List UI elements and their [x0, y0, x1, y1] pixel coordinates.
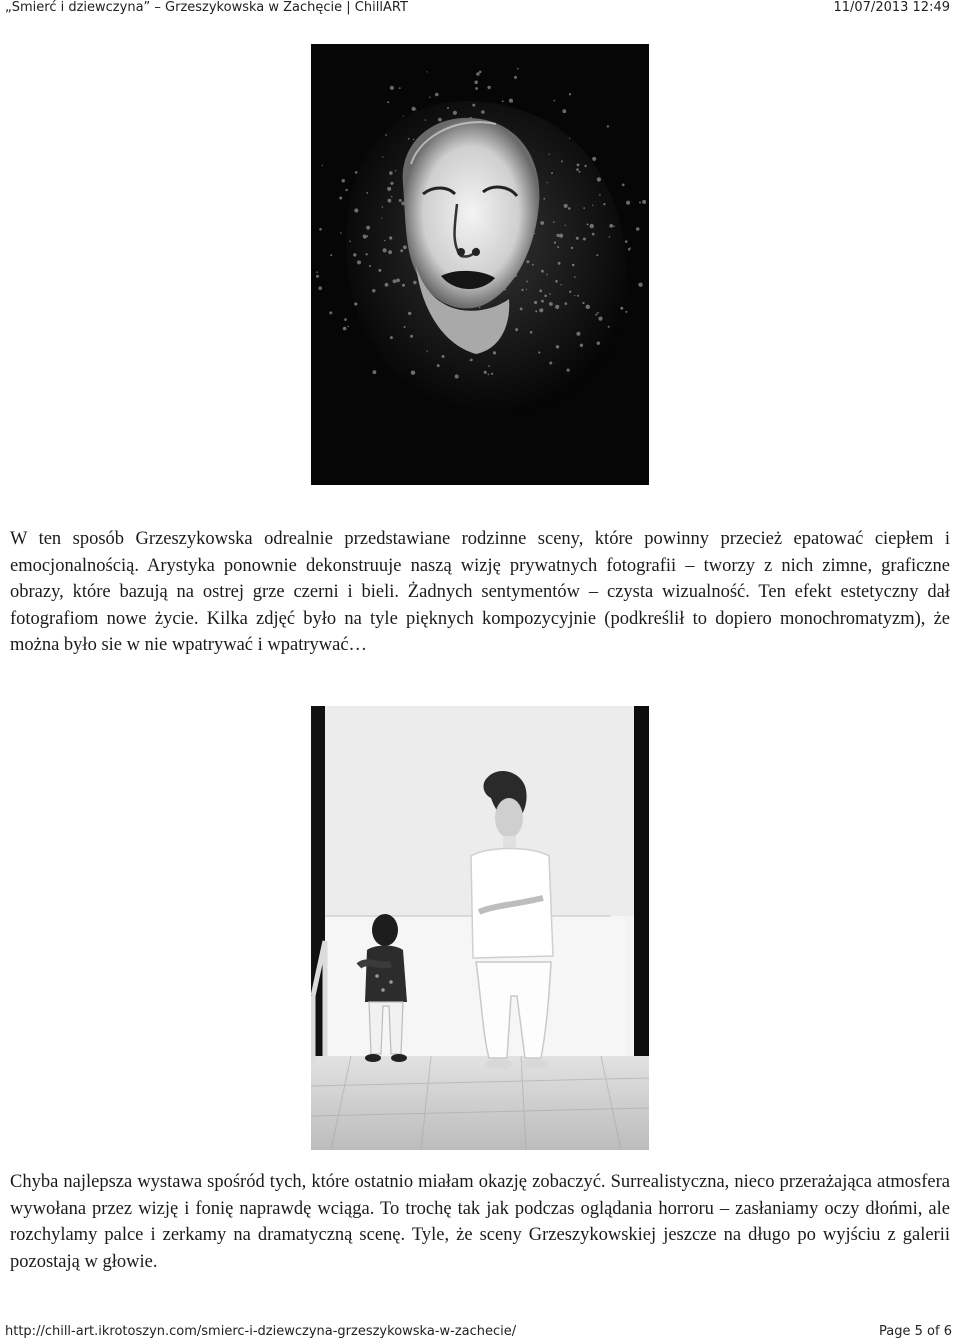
speckle — [365, 253, 367, 255]
speckle — [319, 228, 322, 231]
speckle — [549, 302, 553, 306]
speckle — [353, 253, 356, 256]
speckle — [399, 199, 402, 202]
speckle — [363, 235, 366, 238]
speckle — [554, 100, 556, 102]
speckle — [549, 154, 550, 155]
speckle — [509, 99, 513, 103]
speckle — [316, 275, 319, 278]
paragraph-1: W ten sposób Grzeszykowska odrealnie przedstawiane rodzinne sceny, które powinny przecież epatować ciepłem i emocjonalnością. Arystyka ponownie dekonstruuje naszą wizję prywatnych fotografii – tworzy z nich zimne, graficzne obrazy, które bazują na ostrej grze czerni i bieli. Żadnych sentymentów – czysta wizualność. Ten efekt estetyczny dał fotografiom nowe życie. Kilka zdjęć było na tyle pięknych kompozycyjnie (podkreślił to dopiero monochromatyzm), że można było sie w nie wpatrywać i wpatrywać… — [10, 529, 950, 655]
speckle — [543, 198, 545, 200]
speckle — [515, 328, 518, 331]
paragraph-2: Chyba najlepsza wystawa spośród tych, które ostatnio miałam okazję zobaczyć. Surrealistyczna, nieco przerażająca atmosfera wywołana przez wizję i fonię naprawdę wciąga. To trochę tak jak podczas oglądania horroru – zasłaniamy oczy dłońmi, ale rozchylamy palce i zerkamy na dramatyczną scenę. Tyle, że sceny Grzeszykowskiej jeszcze na długo po wyjściu z galerii pozostają w głowie. — [10, 1172, 950, 1272]
speckle — [583, 207, 585, 209]
speckle — [366, 192, 368, 194]
speckle — [597, 177, 601, 181]
speckle — [597, 312, 599, 314]
speckle — [472, 104, 475, 107]
inverted-mother-child-photo — [311, 706, 649, 1150]
speckle — [625, 240, 628, 243]
speckle — [502, 100, 504, 102]
speckle — [366, 226, 370, 230]
speckle — [620, 307, 623, 310]
speckle — [562, 109, 566, 113]
speckle — [540, 221, 544, 225]
speckle — [521, 289, 523, 291]
speckle — [383, 248, 387, 252]
speckle — [479, 307, 481, 309]
speckle — [514, 76, 517, 79]
speckle — [411, 371, 415, 375]
speckle — [554, 242, 556, 244]
speckle — [556, 345, 559, 348]
speckle — [413, 139, 414, 140]
speckle — [626, 201, 630, 205]
speckle — [586, 305, 590, 309]
speckle — [435, 93, 439, 97]
speckle — [579, 171, 581, 173]
speckle — [493, 351, 496, 354]
speckle — [389, 171, 393, 175]
speckle — [534, 301, 537, 304]
speckle — [373, 370, 377, 374]
speckle — [530, 331, 533, 334]
speckle — [488, 374, 490, 376]
speckle — [408, 312, 411, 315]
speckle — [382, 156, 383, 157]
page-url: http://chill-art.ikrotoszyn.com/smierc-i-dziewczyna-grzeszykowska-w-zachecie/ — [5, 1324, 517, 1339]
speckle — [551, 172, 553, 174]
speckle — [558, 262, 561, 265]
speckle — [378, 269, 381, 272]
speckle — [574, 295, 575, 296]
speckle — [404, 326, 406, 328]
inverted-portrait-photo — [311, 44, 649, 485]
speckle — [385, 134, 387, 136]
speckle — [484, 371, 487, 374]
speckle — [491, 373, 493, 375]
speckle — [425, 119, 426, 120]
speckle — [535, 310, 537, 312]
speckle — [318, 286, 322, 290]
speckle — [388, 199, 392, 203]
page-number: Page 5 of 6 — [879, 1324, 952, 1339]
print-header — [0, 0, 960, 18]
speckle — [609, 224, 613, 228]
speckle — [442, 355, 445, 358]
speckle — [577, 295, 579, 297]
speckle — [447, 107, 449, 109]
speckle — [488, 365, 490, 367]
speckle — [487, 86, 490, 89]
speckle — [481, 110, 485, 114]
speckle — [354, 208, 358, 212]
speckle — [609, 236, 611, 238]
speckle — [403, 245, 407, 249]
speckle — [580, 344, 583, 347]
speckle — [565, 225, 566, 226]
speckle — [408, 138, 410, 140]
speckle — [597, 342, 600, 345]
speckle — [574, 276, 576, 278]
speckle — [455, 375, 459, 379]
speckle — [572, 264, 575, 267]
speckle — [316, 271, 318, 273]
speckle — [642, 200, 646, 204]
speckle — [390, 86, 394, 90]
speckle — [560, 284, 561, 285]
speckle — [576, 237, 579, 240]
speckle — [475, 87, 478, 90]
speckle — [526, 260, 529, 263]
speckle — [427, 71, 428, 72]
print-footer — [0, 1324, 960, 1341]
speckle — [625, 311, 627, 313]
speckle — [564, 204, 568, 208]
speckle — [584, 165, 586, 167]
speckle — [399, 87, 401, 89]
speckle — [520, 308, 523, 311]
speckle — [532, 264, 534, 266]
speckle — [410, 335, 413, 338]
speckle — [569, 291, 571, 293]
speckle — [396, 279, 400, 283]
speckle — [557, 246, 559, 248]
speckle — [576, 168, 579, 171]
speckle — [549, 293, 551, 295]
speckle — [402, 284, 405, 287]
speckle — [382, 206, 384, 208]
speckle — [330, 254, 332, 256]
speckle — [474, 81, 478, 85]
speckle — [322, 165, 323, 166]
speckle — [538, 351, 540, 353]
speckle — [344, 318, 347, 321]
speckle — [622, 184, 625, 187]
speckle — [534, 233, 535, 234]
speckle — [592, 205, 593, 206]
speckle — [598, 317, 602, 321]
speckle — [571, 247, 573, 249]
speckle — [349, 240, 351, 242]
speckle — [547, 182, 548, 183]
speckle — [555, 280, 558, 283]
speckle — [429, 97, 430, 98]
speckle — [539, 290, 542, 293]
speckle — [329, 311, 332, 314]
speckle — [357, 260, 361, 264]
speckle — [576, 332, 580, 336]
speckle — [596, 254, 598, 256]
speckle — [526, 289, 527, 290]
speckle — [636, 227, 640, 231]
speckle — [565, 302, 568, 305]
speckle — [388, 250, 392, 254]
speckle — [400, 249, 403, 252]
speckle — [340, 232, 342, 234]
speckle — [385, 283, 389, 287]
speckle — [590, 224, 594, 228]
speckle — [546, 274, 548, 276]
speckle — [553, 221, 555, 223]
speckle — [630, 247, 631, 248]
speckle — [638, 283, 642, 287]
speckle — [427, 351, 428, 352]
speckle — [342, 179, 345, 182]
speckle — [387, 187, 391, 191]
speckle — [541, 270, 544, 273]
speckle — [561, 160, 563, 162]
speckle — [437, 364, 440, 367]
speckle — [412, 107, 416, 111]
speckle — [476, 72, 480, 76]
speckle — [345, 189, 347, 191]
speckle — [403, 116, 404, 117]
speckle — [438, 118, 442, 122]
speckle — [583, 238, 586, 241]
speckle — [390, 336, 393, 339]
speckle — [607, 125, 609, 127]
speckle — [347, 326, 349, 328]
speckle — [549, 362, 552, 365]
speckle — [569, 138, 570, 139]
speckle — [608, 326, 610, 328]
speckle — [603, 203, 605, 205]
speckle — [393, 279, 397, 283]
speckle — [569, 93, 571, 95]
speckle — [559, 234, 563, 238]
speckle — [479, 71, 482, 74]
speckle — [355, 171, 358, 174]
speckle — [395, 170, 396, 171]
speckle — [390, 182, 393, 185]
speckle — [413, 281, 416, 284]
speckle — [343, 327, 347, 331]
speckle — [599, 194, 601, 196]
speckle — [389, 236, 392, 239]
speckle — [453, 111, 457, 115]
speckle — [587, 223, 589, 225]
speckle — [381, 218, 382, 219]
speckle — [470, 360, 472, 362]
speckle — [567, 369, 570, 372]
speckle — [366, 235, 368, 237]
speckle — [568, 207, 571, 210]
speckle — [613, 225, 615, 227]
page-title: „Śmierć i dziewczyna” – Grzeszykowska w Zachęcie | ChillART — [5, 0, 408, 15]
speckle — [639, 202, 641, 204]
speckle — [595, 314, 597, 316]
speckle — [544, 295, 547, 298]
speckle — [592, 157, 596, 161]
speckle — [526, 281, 528, 283]
speckle — [539, 308, 543, 312]
speckle — [592, 233, 595, 236]
speckle — [517, 68, 519, 70]
speckle — [387, 101, 389, 103]
speckle — [354, 302, 357, 305]
speckle — [372, 289, 375, 292]
speckle — [577, 164, 580, 167]
speckle — [339, 197, 342, 200]
speckle — [582, 302, 584, 304]
print-datetime: 11/07/2013 12:49 — [833, 0, 950, 15]
speckle — [384, 240, 385, 241]
speckle — [541, 300, 544, 303]
speckle — [391, 196, 393, 198]
speckle — [369, 265, 371, 267]
speckle — [555, 305, 559, 309]
